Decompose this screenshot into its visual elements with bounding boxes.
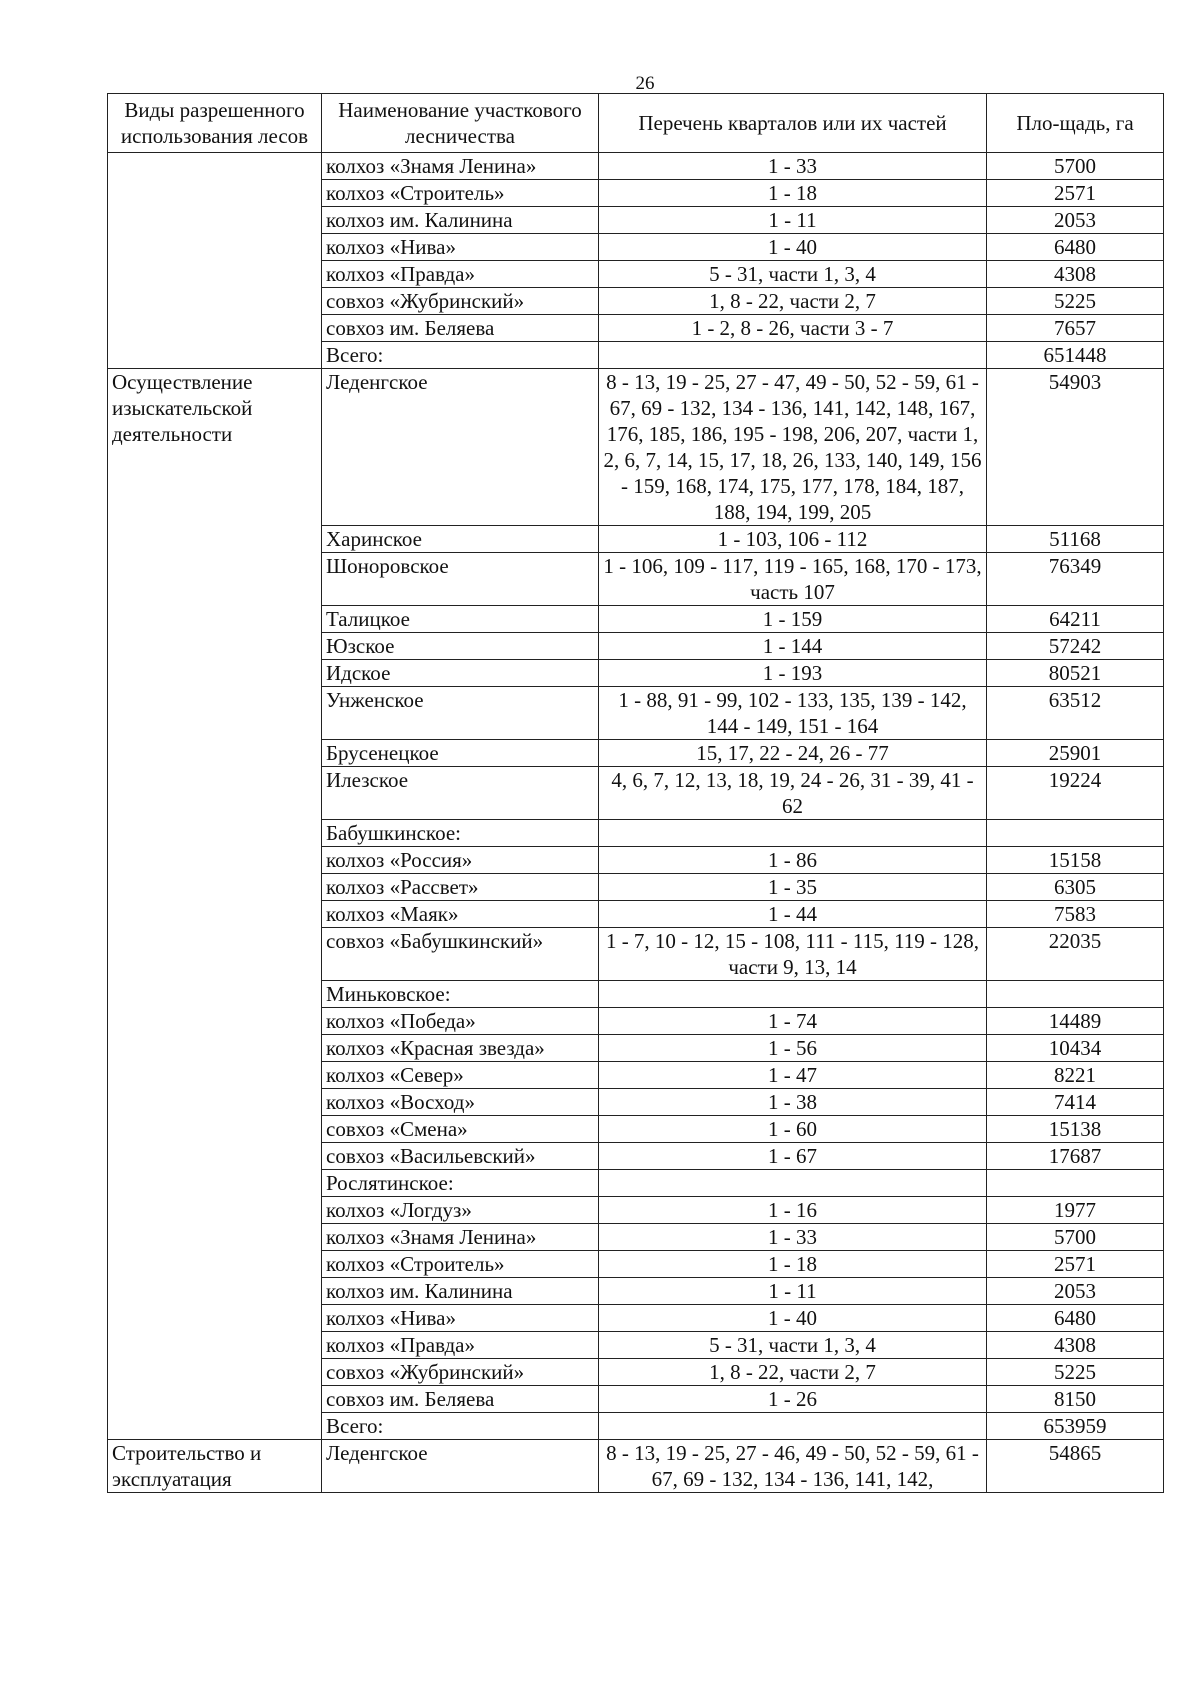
forestry-cell: колхоз «Правда» (322, 261, 599, 288)
area-cell: 80521 (987, 660, 1164, 687)
quarters-cell: 1, 8 - 22, части 2, 7 (599, 1359, 987, 1386)
quarters-cell: 1, 8 - 22, части 2, 7 (599, 288, 987, 315)
forestry-cell: Рослятинское: (322, 1170, 599, 1197)
area-cell: 2053 (987, 207, 1164, 234)
forestry-cell: колхоз «Нива» (322, 234, 599, 261)
forestry-cell: Харинское (322, 526, 599, 553)
table-row (108, 369, 1164, 526)
quarters-cell: 1 - 47 (599, 1062, 987, 1089)
quarters-cell: 1 - 103, 106 - 112 (599, 526, 987, 553)
forestry-cell: Брусенецкое (322, 740, 599, 767)
forestry-cell: колхоз «Победа» (322, 1008, 599, 1035)
forestry-cell: колхоз «Знамя Ленина» (322, 153, 599, 180)
table-body (108, 153, 1164, 1493)
area-cell: 651448 (987, 342, 1164, 369)
quarters-cell: 1 - 26 (599, 1386, 987, 1413)
area-cell: 7583 (987, 901, 1164, 928)
table-header-row (108, 94, 1164, 153)
forestry-cell: колхоз «Знамя Ленина» (322, 1224, 599, 1251)
use-type-cell: Строительство и эксплуатация (108, 1440, 322, 1493)
area-cell: 4308 (987, 261, 1164, 288)
forestry-cell: совхоз им. Беляева (322, 1386, 599, 1413)
area-cell (987, 1170, 1164, 1197)
forestry-cell: колхоз «Строитель» (322, 180, 599, 207)
area-cell: 2571 (987, 180, 1164, 207)
quarters-cell: 1 - 16 (599, 1197, 987, 1224)
area-cell: 54865 (987, 1440, 1164, 1493)
area-cell: 7414 (987, 1089, 1164, 1116)
forest-use-table (107, 93, 1164, 1493)
forestry-cell: Шоноровское (322, 553, 599, 606)
quarters-cell (599, 342, 987, 369)
quarters-cell: 1 - 88, 91 - 99, 102 - 133, 135, 139 - 142, 144 - 149, 151 - 164 (599, 687, 987, 740)
forestry-cell: Идское (322, 660, 599, 687)
area-cell (987, 981, 1164, 1008)
header-quarters: Перечень кварталов или их частей (599, 94, 987, 153)
area-cell: 25901 (987, 740, 1164, 767)
quarters-cell (599, 1413, 987, 1440)
area-cell: 10434 (987, 1035, 1164, 1062)
forestry-cell: колхоз «Нива» (322, 1305, 599, 1332)
quarters-cell: 1 - 18 (599, 1251, 987, 1278)
area-cell: 4308 (987, 1332, 1164, 1359)
forestry-cell: Всего: (322, 1413, 599, 1440)
forestry-cell: Всего: (322, 342, 599, 369)
area-cell: 22035 (987, 928, 1164, 981)
quarters-cell (599, 820, 987, 847)
quarters-cell: 1 - 86 (599, 847, 987, 874)
quarters-cell: 1 - 33 (599, 153, 987, 180)
forestry-cell: Миньковское: (322, 981, 599, 1008)
area-cell: 2053 (987, 1278, 1164, 1305)
area-cell: 51168 (987, 526, 1164, 553)
quarters-cell: 5 - 31, части 1, 3, 4 (599, 1332, 987, 1359)
area-cell: 5700 (987, 153, 1164, 180)
forestry-cell: Юзское (322, 633, 599, 660)
quarters-cell: 1 - 40 (599, 1305, 987, 1332)
area-cell: 15138 (987, 1116, 1164, 1143)
forestry-cell: Унженское (322, 687, 599, 740)
header-use-type: Виды разрешенного использования лесов (108, 94, 322, 153)
area-cell: 14489 (987, 1008, 1164, 1035)
area-cell: 64211 (987, 606, 1164, 633)
area-cell: 8150 (987, 1386, 1164, 1413)
forestry-cell: Илезское (322, 767, 599, 820)
quarters-cell: 1 - 60 (599, 1116, 987, 1143)
area-cell: 6480 (987, 234, 1164, 261)
forestry-cell: совхоз «Бабушкинский» (322, 928, 599, 981)
forestry-cell: совхоз «Жубринский» (322, 1359, 599, 1386)
quarters-cell: 1 - 2, 8 - 26, части 3 - 7 (599, 315, 987, 342)
quarters-cell: 5 - 31, части 1, 3, 4 (599, 261, 987, 288)
area-cell (987, 820, 1164, 847)
quarters-cell: 1 - 7, 10 - 12, 15 - 108, 111 - 115, 119 - 128, части 9, 13, 14 (599, 928, 987, 981)
area-cell: 5225 (987, 1359, 1164, 1386)
forestry-cell: колхоз им. Калинина (322, 207, 599, 234)
forestry-cell: колхоз «Рассвет» (322, 874, 599, 901)
forestry-cell: Бабушкинское: (322, 820, 599, 847)
forestry-cell: Леденгское (322, 1440, 599, 1493)
forestry-cell: колхоз «Правда» (322, 1332, 599, 1359)
area-cell: 54903 (987, 369, 1164, 526)
forestry-cell: колхоз им. Калинина (322, 1278, 599, 1305)
area-cell: 8221 (987, 1062, 1164, 1089)
area-cell: 7657 (987, 315, 1164, 342)
forestry-cell: Талицкое (322, 606, 599, 633)
area-cell: 17687 (987, 1143, 1164, 1170)
quarters-cell: 1 - 38 (599, 1089, 987, 1116)
quarters-cell: 4, 6, 7, 12, 13, 18, 19, 24 - 26, 31 - 39, 41 - 62 (599, 767, 987, 820)
forestry-cell: совхоз «Смена» (322, 1116, 599, 1143)
page-number: 26 (635, 73, 655, 94)
quarters-cell: 1 - 33 (599, 1224, 987, 1251)
quarters-cell: 15, 17, 22 - 24, 26 - 77 (599, 740, 987, 767)
quarters-cell: 1 - 74 (599, 1008, 987, 1035)
forestry-cell: колхоз «Логдуз» (322, 1197, 599, 1224)
quarters-cell: 8 - 13, 19 - 25, 27 - 46, 49 - 50, 52 - 59, 61 - 67, 69 - 132, 134 - 136, 141, 142, (599, 1440, 987, 1493)
area-cell: 5225 (987, 288, 1164, 315)
quarters-cell: 1 - 18 (599, 180, 987, 207)
area-cell: 76349 (987, 553, 1164, 606)
area-cell: 57242 (987, 633, 1164, 660)
area-cell: 6305 (987, 874, 1164, 901)
quarters-cell (599, 1170, 987, 1197)
forestry-cell: совхоз «Васильевский» (322, 1143, 599, 1170)
area-cell: 653959 (987, 1413, 1164, 1440)
quarters-cell: 1 - 35 (599, 874, 987, 901)
area-cell: 19224 (987, 767, 1164, 820)
forestry-cell: колхоз «Маяк» (322, 901, 599, 928)
quarters-cell: 1 - 193 (599, 660, 987, 687)
area-cell: 15158 (987, 847, 1164, 874)
quarters-cell: 1 - 67 (599, 1143, 987, 1170)
quarters-cell (599, 981, 987, 1008)
quarters-cell: 8 - 13, 19 - 25, 27 - 47, 49 - 50, 52 - 59, 61 - 67, 69 - 132, 134 - 136, 141, 142, 148, 167, 176, 185, 186, 195 - 198, 206, 207, части 1, 2, 6, 7, 14, 15, 17, 18, 26, 133, 140, 149, 156 - 159, 168, 174, 175, 177, 178, 184, 187, 188, 194, 199, 205 (599, 369, 987, 526)
use-type-cell: Осуществление изыскательской деятельности (108, 369, 322, 1440)
forestry-cell: колхоз «Север» (322, 1062, 599, 1089)
forestry-cell: совхоз им. Беляева (322, 315, 599, 342)
quarters-cell: 1 - 11 (599, 1278, 987, 1305)
forestry-cell: колхоз «Красная звезда» (322, 1035, 599, 1062)
area-cell: 63512 (987, 687, 1164, 740)
table-row (108, 1440, 1164, 1493)
forestry-cell: совхоз «Жубринский» (322, 288, 599, 315)
quarters-cell: 1 - 106, 109 - 117, 119 - 165, 168, 170 - 173, часть 107 (599, 553, 987, 606)
forestry-cell: колхоз «Восход» (322, 1089, 599, 1116)
area-cell: 1977 (987, 1197, 1164, 1224)
header-area: Пло-щадь, га (987, 94, 1164, 153)
use-type-cell (108, 153, 322, 369)
quarters-cell: 1 - 11 (599, 207, 987, 234)
area-cell: 2571 (987, 1251, 1164, 1278)
quarters-cell: 1 - 44 (599, 901, 987, 928)
header-forestry: Наименование участкового лесничества (322, 94, 599, 153)
quarters-cell: 1 - 159 (599, 606, 987, 633)
forestry-cell: колхоз «Россия» (322, 847, 599, 874)
area-cell: 5700 (987, 1224, 1164, 1251)
table-row (108, 153, 1164, 180)
quarters-cell: 1 - 56 (599, 1035, 987, 1062)
area-cell: 6480 (987, 1305, 1164, 1332)
forestry-cell: Леденгское (322, 369, 599, 526)
forestry-cell: колхоз «Строитель» (322, 1251, 599, 1278)
quarters-cell: 1 - 144 (599, 633, 987, 660)
quarters-cell: 1 - 40 (599, 234, 987, 261)
